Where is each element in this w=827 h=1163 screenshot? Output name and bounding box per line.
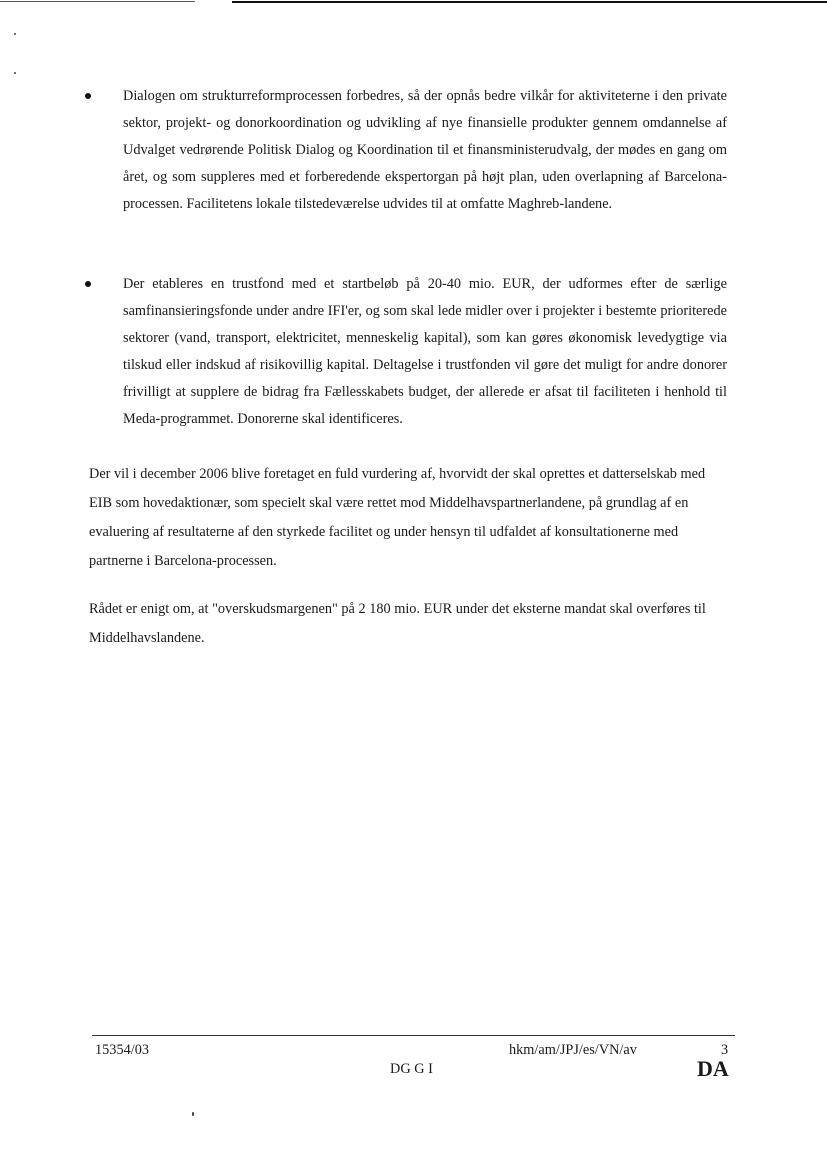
bullet-item-dialog <box>85 83 727 218</box>
footer-page-number: 3 <box>721 1042 729 1058</box>
paragraph-council: Rådet er enigt om, at "overskudsmargenen" på 2 180 mio. EUR under det eksterne mandat skal overføres til Middelhavslandene. <box>89 601 706 646</box>
footer-divider <box>92 1035 735 1036</box>
scan-speck <box>192 1112 194 1116</box>
footer-doc-number: 15354/03 <box>95 1042 150 1058</box>
paragraph-evaluation: Der vil i december 2006 blive foretaget en fuld vurdering af, hvorvidt der skal oprettes et datterselskab med EIB som hovedaktionær, som specielt skal være rettet mod Middelhavspartnerlandene, på grundlag af en evaluering af resultaterne af den styrkede facilitet og under hensyn til udfaldet af konsultationerne med partnerne i Barcelona-processen. <box>89 466 706 569</box>
scan-speck <box>14 33 16 35</box>
bullet-icon <box>85 93 91 99</box>
bullet-item-trustfond <box>85 271 727 433</box>
bullet-text: Dialogen om strukturreformprocessen forbedres, så der opnås bedre vilkår for aktiviteterne i den private sektor, projekt- og donorkoordination og udvikling af nye finansielle produkter gennem omdannelse af Udvalget vedrørende Politisk Dialog og Koordination til et finansministerudvalg, der mødes en gang om året, og som suppleres med et forberedende ekspertorgan på højt plan, uden overlapning af Barcelona-processen. Facilitetens lokale tilstedeværelse udvides til at omfatte Maghreb-landene. <box>123 88 727 212</box>
scan-speck <box>14 72 16 74</box>
scan-top-edge <box>0 0 827 4</box>
bullet-icon <box>85 281 91 287</box>
bullet-text: Der etableres en trustfond med et startbeløb på 20-40 mio. EUR, der udformes efter de særlige samfinansieringsfonde under andre IFI'er, og som skal lede midler over i projekter i bestemte prioriterede sektorer (vand, transport, elektricitet, menneskelig kapital), som kan gøres økonomisk levedygtige via tilskud eller indskud af risikovillig kapital. Deltagelse i trustfonden vil gøre det muligt for andre donorer frivilligt at supplere de bidrag fra Fællesskabets budget, der allerede er afsat til faciliteten i henhold til Meda-programmet. Donorerne skal identificeres. <box>123 276 727 427</box>
footer-reference: hkm/am/JPJ/es/VN/av <box>509 1042 637 1058</box>
footer-language: DA <box>697 1056 729 1081</box>
footer-directorate: DG G I <box>390 1061 433 1077</box>
